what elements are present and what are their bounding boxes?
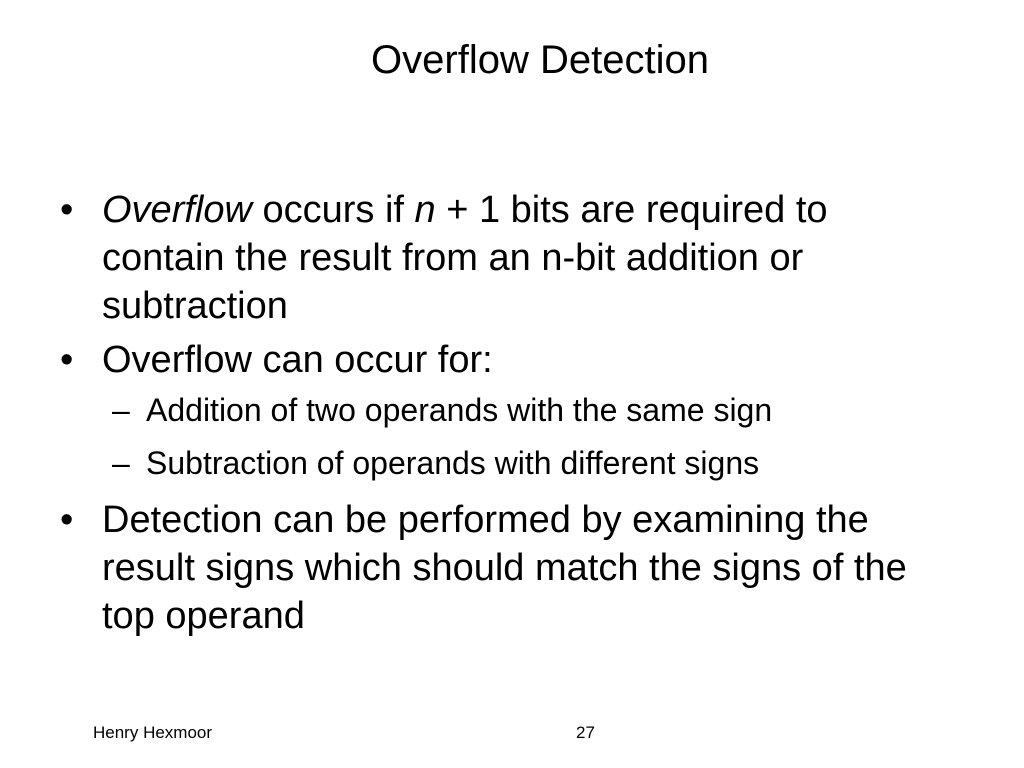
footer-page-number: 27 [576, 723, 595, 742]
bullet-marker: • [60, 339, 74, 381]
bullet-marker: • [60, 189, 74, 231]
bullet-item-detection [60, 496, 960, 640]
bullet-marker: • [60, 499, 74, 541]
sub-bullet-list [60, 390, 960, 483]
bullet-text [102, 189, 828, 327]
text-span: occurs if [251, 189, 415, 231]
slide-title: Overflow Detection [371, 38, 709, 82]
bullet-text: Detection can be performed by examining the result signs which should match the signs of the top operand [102, 499, 907, 637]
bullet-text: Overflow can occur for: [102, 339, 493, 381]
sub-bullet-item-addition [60, 390, 960, 430]
bullet-item-overflow-cases [60, 336, 960, 384]
bullet-item-overflow-definition [60, 186, 960, 330]
sub-bullet-text: Addition of two operands with the same sign [146, 392, 773, 428]
dash-marker: – [112, 392, 130, 428]
footer-author: Henry Hexmoor [93, 723, 213, 742]
dash-marker: – [112, 445, 130, 481]
emphasis-term: Overflow [102, 189, 252, 231]
emphasis-variable: n [414, 189, 436, 231]
sub-bullet-item-subtraction [60, 443, 960, 483]
sub-bullet-text: Subtraction of operands with different signs [146, 445, 760, 481]
bullet-list [60, 186, 960, 646]
text-span: + 1 bits are required to contain the result from an n-bit addition or subtraction [102, 189, 828, 327]
